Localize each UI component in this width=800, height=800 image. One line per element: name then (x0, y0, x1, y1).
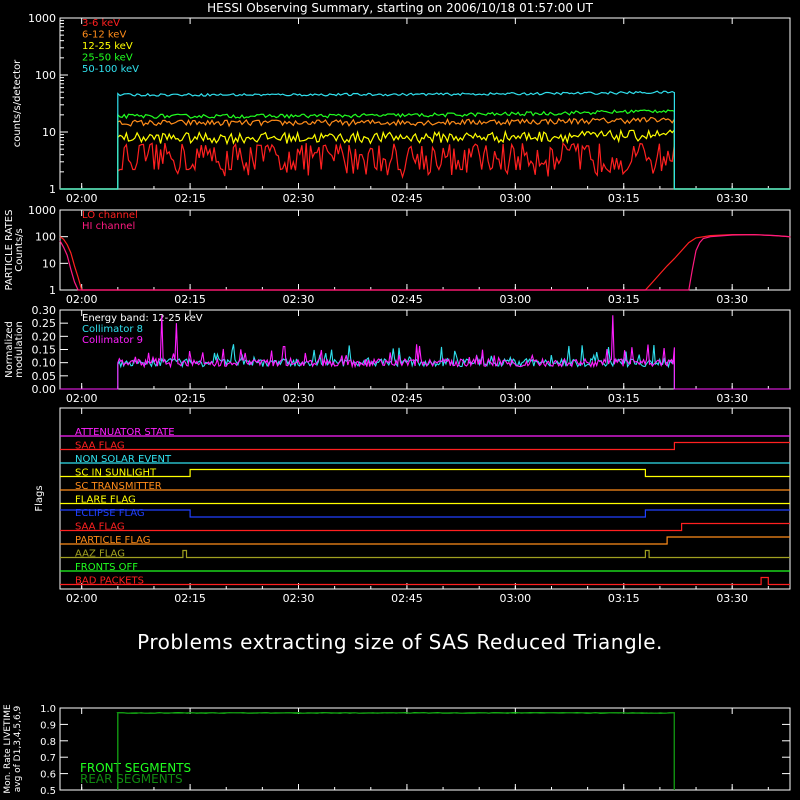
x-tick-label: 03:15 (607, 592, 640, 605)
y-tick-label: 10 (42, 126, 56, 139)
x-tick-label: 02:00 (65, 592, 98, 605)
y-tick-label: 100 (35, 230, 56, 244)
flag-line (60, 548, 790, 560)
y-tick-label: 0.05 (31, 369, 56, 383)
y-axis-label: Normalized (4, 321, 15, 378)
x-tick-label: 02:00 (65, 192, 98, 205)
flag-line (60, 537, 790, 544)
y-tick-label: 10 (42, 257, 56, 271)
flag-line (60, 510, 790, 517)
y-axis-label: counts/s/detector (12, 59, 23, 148)
flag-label: SAA FLAG (75, 440, 125, 452)
y-tick-label: 100 (35, 69, 56, 82)
y-tick-label: 0.00 (31, 383, 56, 396)
x-tick-label: 03:15 (607, 293, 640, 306)
y-tick-label: 0.20 (31, 330, 56, 344)
flag-line (60, 467, 790, 479)
x-tick-label: 02:45 (391, 392, 423, 405)
y-tick-label: 0.9 (40, 720, 56, 732)
series-line-Collimator-9 (60, 315, 790, 389)
x-tick-label: 02:30 (282, 392, 315, 405)
legend-entry: 25-50 keV (82, 52, 133, 64)
legend-entry: Collimator 9 (82, 335, 143, 346)
y-tick-label: 1000 (28, 12, 56, 25)
y-tick-label: 1 (49, 284, 56, 297)
legend-entry: LO channel (82, 210, 138, 221)
flag-line (60, 440, 790, 452)
y-tick-label: 0.8 (40, 736, 56, 748)
x-tick-label: 02:15 (174, 592, 206, 605)
y-tick-label: 0.30 (31, 304, 56, 317)
flag-label: SC TRANSMITTER (75, 481, 162, 492)
x-tick-label: 02:30 (282, 592, 315, 605)
flag-label: FLARE FLAG (75, 494, 136, 506)
flag-label: FRONTS OFF (75, 562, 139, 573)
x-tick-label: 03:00 (499, 192, 532, 205)
panel-frame (60, 210, 790, 290)
legend-entry: 12-25 keV (82, 41, 133, 52)
y-tick-label: 1 (49, 183, 56, 196)
x-tick-label: 02:45 (391, 293, 423, 306)
flag-label: SC IN SUNLIGHT (75, 467, 157, 479)
series-line-Collimator-8 (60, 344, 790, 389)
flag-label: AAZ FLAG (75, 548, 125, 560)
legend-entry: HI channel (82, 221, 136, 232)
x-tick-label: 03:30 (716, 293, 749, 306)
y-tick-label: 0.5 (40, 786, 56, 797)
x-tick-label: 03:15 (607, 192, 640, 205)
flag-label: ATTENUATOR STATE (75, 427, 175, 438)
legend-entry: FRONT SEGMENTS (80, 761, 192, 775)
y-tick-label: 1000 (28, 204, 56, 217)
flag-line (60, 575, 790, 587)
legend-entry: 6-12 keV (82, 29, 127, 41)
annotation: Energy band: 12-25 keV (82, 313, 203, 324)
y-tick-label: 1.0 (40, 704, 56, 715)
x-tick-label: 02:00 (65, 293, 98, 306)
x-tick-label: 03:00 (499, 293, 532, 306)
x-tick-label: 02:15 (174, 192, 206, 205)
flag-label: BAD PACKETS (75, 575, 144, 587)
x-tick-label: 03:00 (499, 392, 532, 405)
series-line-FRONT-SEGMENTS (118, 713, 675, 790)
series-line-50-100-keV (60, 91, 790, 189)
y-axis-label: Flags (34, 485, 45, 512)
error-message: Problems extracting size of SAS Reduced Triangle. (137, 630, 663, 654)
y-tick-label: 0.15 (31, 343, 56, 357)
legend-entry: 3-6 keV (82, 18, 120, 29)
series-line-3-6-keV (60, 143, 790, 189)
y-axis-label: avg of D1,3,4,5,6,9 (13, 705, 23, 793)
y-tick-label: 0.7 (40, 753, 56, 765)
y-tick-label: 0.10 (31, 356, 56, 370)
x-tick-label: 02:15 (174, 293, 206, 306)
series-line-LO-channel (60, 235, 790, 290)
y-axis-label: modulation (14, 321, 25, 378)
legend-entry: REAR SEGMENTS (80, 772, 183, 786)
y-axis-label: PARTICLE RATES (4, 209, 15, 291)
x-tick-label: 02:45 (391, 592, 423, 605)
series-line-HI-channel (60, 235, 790, 290)
legend-entry: Collimator 8 (82, 324, 143, 335)
flag-label: PARTICLE FLAG (75, 535, 151, 546)
x-tick-label: 03:30 (716, 592, 749, 605)
flag-line (60, 521, 790, 533)
series-line-REAR-SEGMENTS (118, 713, 675, 790)
chart-title-text: HESSI Observing Summary, starting on 2006/10/18 01:57:00 UT (207, 1, 593, 15)
x-tick-label: 03:00 (499, 592, 532, 605)
y-axis-label: Counts/s (14, 228, 25, 272)
x-tick-label: 03:15 (607, 392, 640, 405)
flag-label: NON SOLAR EVENT (75, 454, 172, 465)
y-tick-label: 0.25 (31, 317, 56, 331)
x-tick-label: 02:30 (282, 192, 315, 205)
y-axis-label: Mon. Rate LIVETIME (3, 704, 13, 794)
flag-label: SAA FLAG (75, 521, 125, 533)
x-tick-label: 03:30 (716, 192, 749, 205)
flag-label: ECLIPSE FLAG (75, 508, 145, 519)
x-tick-label: 02:15 (174, 392, 206, 405)
legend-entry: 50-100 keV (82, 64, 140, 75)
x-tick-label: 03:30 (716, 392, 749, 405)
y-tick-label: 0.6 (40, 769, 56, 781)
x-tick-label: 02:30 (282, 293, 315, 306)
x-tick-label: 02:45 (391, 192, 423, 205)
x-tick-label: 02:00 (65, 392, 98, 405)
